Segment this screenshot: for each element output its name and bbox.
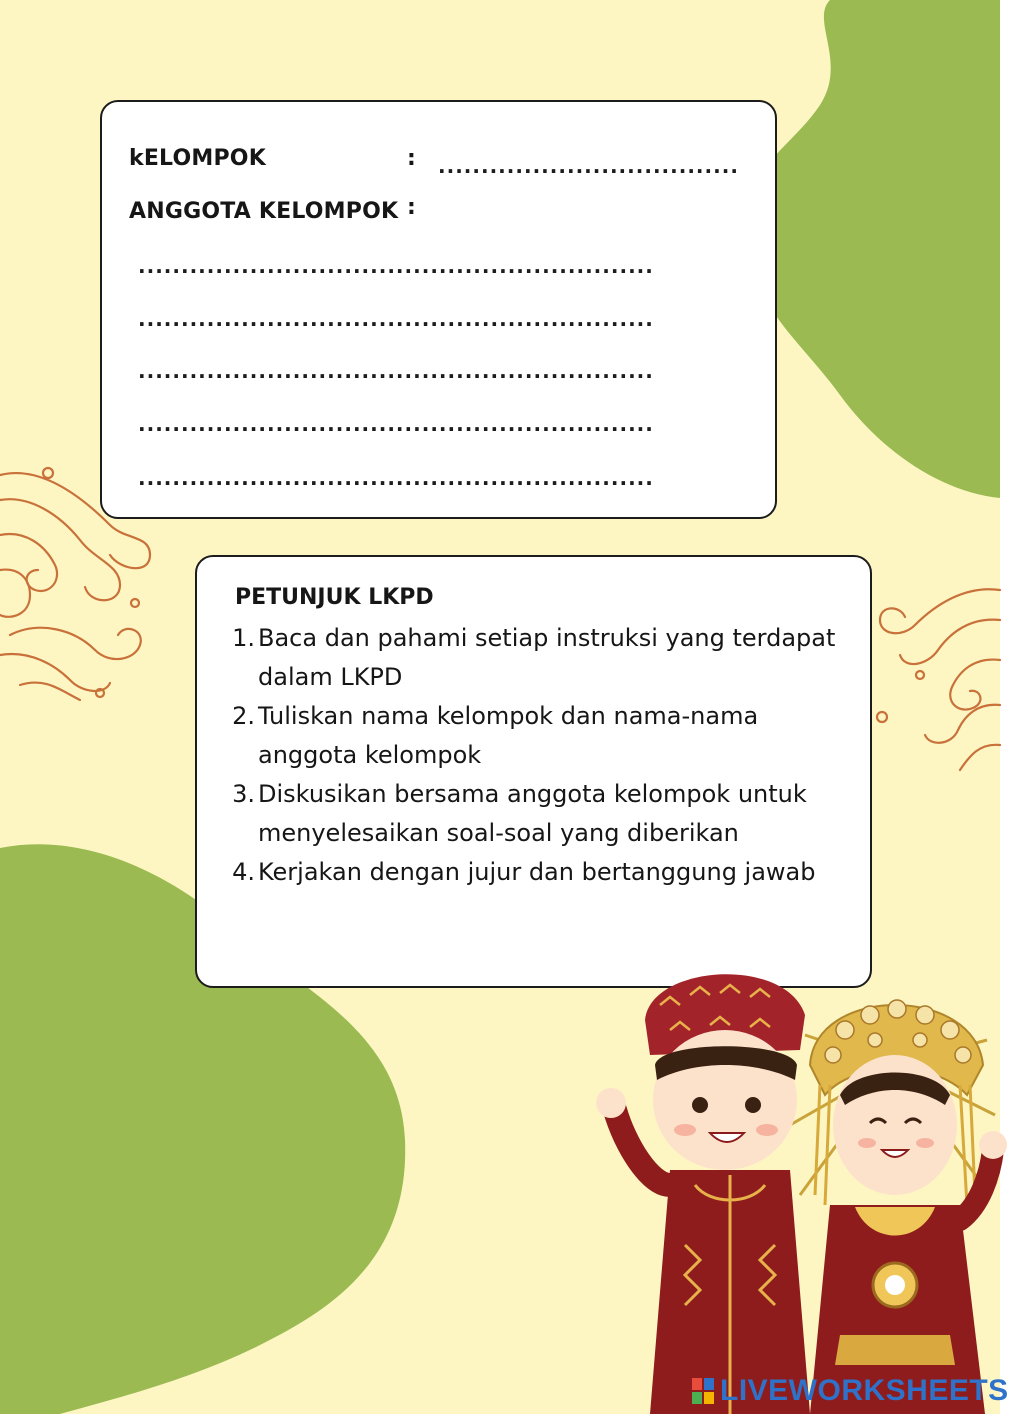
group-colon: : xyxy=(407,146,416,171)
member-line-3[interactable]: ............................................................ xyxy=(138,359,654,383)
watermark-text: LIVEWORKSHEETS xyxy=(720,1374,1009,1407)
member-line-5[interactable]: ............................................................ xyxy=(138,466,654,490)
instruction-item xyxy=(227,775,847,853)
instruction-number: 1. xyxy=(232,624,255,652)
instruction-number: 2. xyxy=(232,702,255,730)
instructions-list xyxy=(227,619,847,892)
member-line-4[interactable]: ............................................................ xyxy=(138,412,654,436)
instruction-number: 4. xyxy=(232,858,255,886)
member-line-1[interactable]: ............................................................ xyxy=(138,254,654,278)
instruction-text: Baca dan pahami setiap instruksi yang terdapat dalam LKPD xyxy=(258,624,836,691)
instructions-title: PETUNJUK LKPD xyxy=(235,585,434,610)
traditional-couple-illustration xyxy=(575,945,1000,1414)
instruction-number: 3. xyxy=(232,780,255,808)
instructions-card xyxy=(195,555,872,988)
instruction-text: Tuliskan nama kelompok dan nama-nama anggota kelompok xyxy=(258,702,759,769)
members-label: ANGGOTA KELOMPOK xyxy=(129,199,399,224)
instruction-item xyxy=(227,697,847,775)
members-colon: : xyxy=(407,195,416,220)
liveworksheets-logo-icon xyxy=(692,1378,714,1404)
instruction-item xyxy=(227,853,847,892)
batik-cloud-right xyxy=(860,575,1000,775)
instruction-text: Kerjakan dengan jujur dan bertanggung jawab xyxy=(258,858,816,886)
group-info-card xyxy=(100,100,777,519)
liveworksheets-watermark xyxy=(692,1372,1009,1410)
group-label: kELOMPOK xyxy=(129,146,266,171)
member-line-2[interactable]: ............................................................ xyxy=(138,307,654,331)
instruction-text: Diskusikan bersama anggota kelompok untuk menyelesaikan soal-soal yang diberikan xyxy=(258,780,807,847)
group-name-field[interactable]: ................................... xyxy=(438,154,739,178)
instruction-item xyxy=(227,619,847,697)
